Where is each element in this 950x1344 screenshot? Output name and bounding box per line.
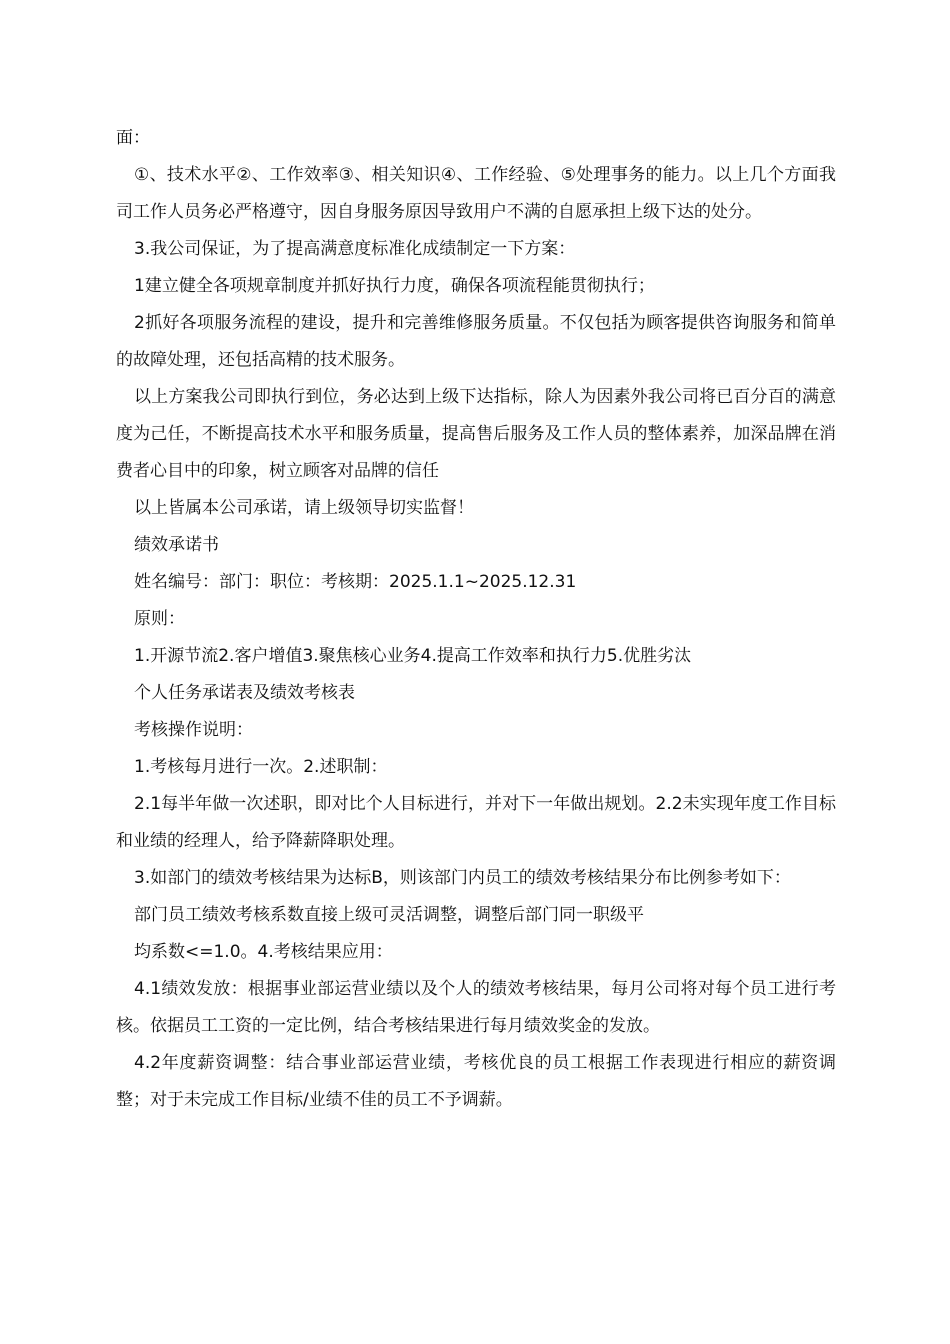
paragraph-plan-item-2: 2抓好各项服务流程的建设，提升和完善维修服务质量。不仅包括为顾客提供咨询服务和简单的故障处理，还包括高精的技术服务。	[116, 313, 836, 370]
document-body	[116, 120, 836, 1119]
paragraph-coefficient-adjust: 部门员工绩效考核系数直接上级可灵活调整，调整后部门同一职级平	[134, 905, 644, 925]
paragraph-principles-label: 原则：	[134, 609, 185, 629]
paragraph-operation-label: 考核操作说明：	[134, 720, 253, 740]
paragraph-continuation: 面：	[116, 128, 150, 148]
paragraph-principles-list: 1.开源节流2.客户增值3.聚焦核心业务4.提高工作效率和执行力5.优胜劣汰	[134, 646, 692, 666]
paragraph-task-table-title: 个人任务承诺表及绩效考核表	[134, 683, 355, 703]
paragraph-guarantee-heading: 3.我公司保证，为了提高满意度标准化成绩制定一下方案：	[134, 239, 576, 259]
paragraph-coefficient-average: 均系数<=1.0。4.考核结果应用：	[134, 942, 393, 962]
paragraph-salary-adjustment: 4.2年度薪资调整：结合事业部运营业绩，考核优良的员工根据工作表现进行相应的薪资调整；对于未完成工作目标/业绩不佳的员工不予调薪。	[116, 1053, 836, 1110]
paragraph-operation-2: 2.1每半年做一次述职，即对比个人目标进行，并对下一年做出规划。2.2未实现年度工作目标和业绩的经理人，给予降薪降职处理。	[116, 794, 836, 851]
paragraph-service-abilities: ①、技术水平②、工作效率③、相关知识④、工作经验、⑤处理事务的能力。以上几个方面我司工作人员务必严格遵守，因自身服务原因导致用户不满的自愿承担上级下达的处分。	[116, 165, 836, 222]
section-title-performance-commitment: 绩效承诺书	[134, 535, 219, 555]
paragraph-bonus-distribution: 4.1绩效发放：根据事业部运营业绩以及个人的绩效考核结果，每月公司将对每个员工进行考核。依据员工工资的一定比例，结合考核结果进行每月绩效奖金的发放。	[116, 979, 836, 1036]
paragraph-employee-info: 姓名编号：部门：职位：考核期：2025.1.1~2025.12.31	[134, 572, 577, 592]
paragraph-plan-item-1: 1建立健全各项规章制度并抓好执行力度，确保各项流程能贯彻执行；	[134, 276, 655, 296]
paragraph-operation-1: 1.考核每月进行一次。2.述职制：	[134, 757, 388, 777]
paragraph-supervision: 以上皆属本公司承诺，请上级领导切实监督！	[134, 498, 474, 518]
paragraph-operation-3: 3.如部门的绩效考核结果为达标B，则该部门内员工的绩效考核结果分布比例参考如下：	[134, 868, 791, 888]
paragraph-plan-commitment: 以上方案我公司即执行到位，务必达到上级下达指标，除人为因素外我公司将已百分百的满意度为己任，不断提高技术水平和服务质量，提高售后服务及工作人员的整体素养，加深品牌在消费者心目中的印象，树立顾客对品牌的信任	[116, 387, 836, 481]
